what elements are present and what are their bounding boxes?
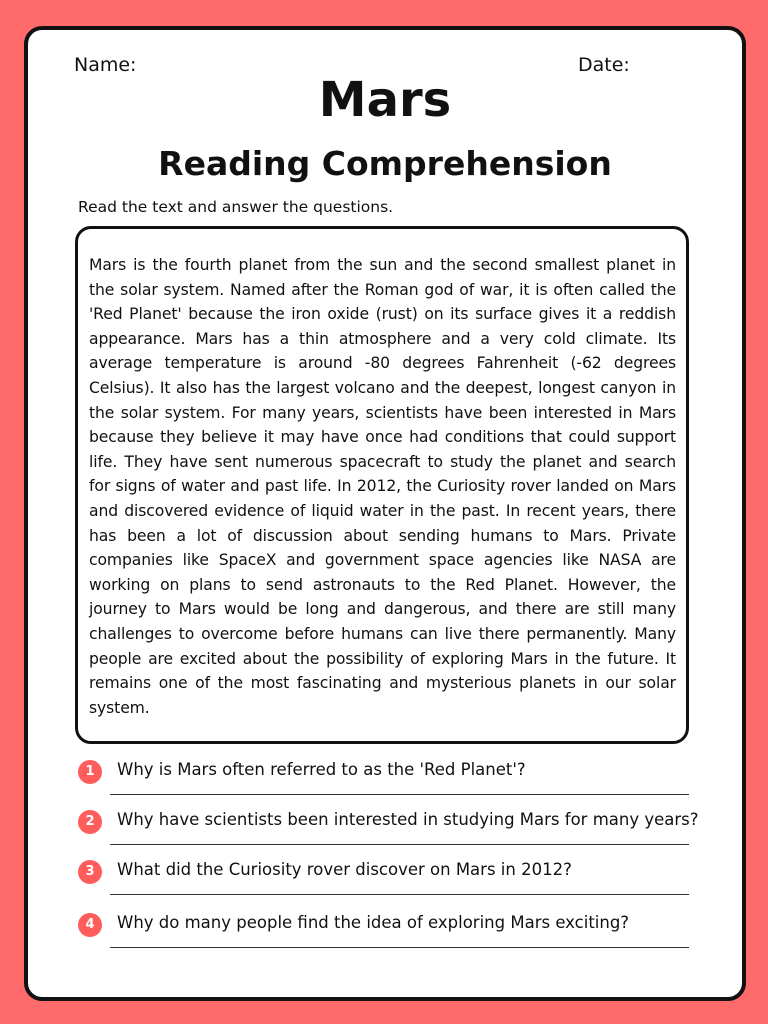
- passage-text: Mars is the fourth planet from the sun and the second smallest planet in the solar system. Named after the Roman god of war, it is often called the 'Red Planet' because the iron oxide (rust) on its surface gives it a reddish appearance. Mars has a thin atmosphere and a very cold climate. Its average temperature is around -80 degrees Fahrenheit (-62 degrees Celsius). It also has the largest volcano and the deepest, longest canyon in the solar system. For many years, scientists have been interested in Mars because they believe it may have once had conditions that could support life. They have sent numerous spacecraft to study the planet and search for signs of water and past life. In 2012, the Curiosity rover landed on Mars and discovered evidence of liquid water in the past. In recent years, there has been a lot of discussion about sending humans to Mars. Private companies like SpaceX and government space agencies like NASA are working on plans to send astronauts to the Red Planet. However, the journey to Mars would be long and dangerous, and there are still many challenges to overcome before humans can live there permanently. Many people are excited about the possibility of exploring Mars in the future. It remains one of the most fascinating and mysterious planets in our solar system.: [89, 256, 676, 717]
- question-text: What did the Curiosity rover discover on Mars in 2012?: [117, 860, 572, 879]
- passage-box: [75, 226, 689, 744]
- answer-line[interactable]: [110, 947, 689, 948]
- answer-line[interactable]: [110, 894, 689, 895]
- question-number-badge: 2: [78, 810, 102, 834]
- question-item: [78, 857, 690, 903]
- question-item: [78, 757, 690, 803]
- question-number-badge: 1: [78, 760, 102, 784]
- worksheet-page: [24, 26, 746, 1001]
- question-number-badge: 4: [78, 913, 102, 937]
- page-subtitle: Reading Comprehension: [158, 144, 612, 183]
- date-label: Date:: [578, 54, 630, 76]
- answer-line[interactable]: [110, 794, 689, 795]
- question-number-badge: 3: [78, 860, 102, 884]
- question-text: Why is Mars often referred to as the 'Red Planet'?: [117, 760, 526, 779]
- question-item: [78, 807, 699, 853]
- question-text: Why do many people find the idea of exploring Mars exciting?: [117, 913, 630, 932]
- answer-line[interactable]: [110, 844, 689, 845]
- question-item: [78, 910, 690, 956]
- instructions-text: Read the text and answer the questions.: [78, 198, 394, 216]
- name-label: Name:: [74, 54, 137, 76]
- question-text: Why have scientists been interested in studying Mars for many years?: [117, 810, 699, 829]
- page-title: Mars: [318, 72, 452, 128]
